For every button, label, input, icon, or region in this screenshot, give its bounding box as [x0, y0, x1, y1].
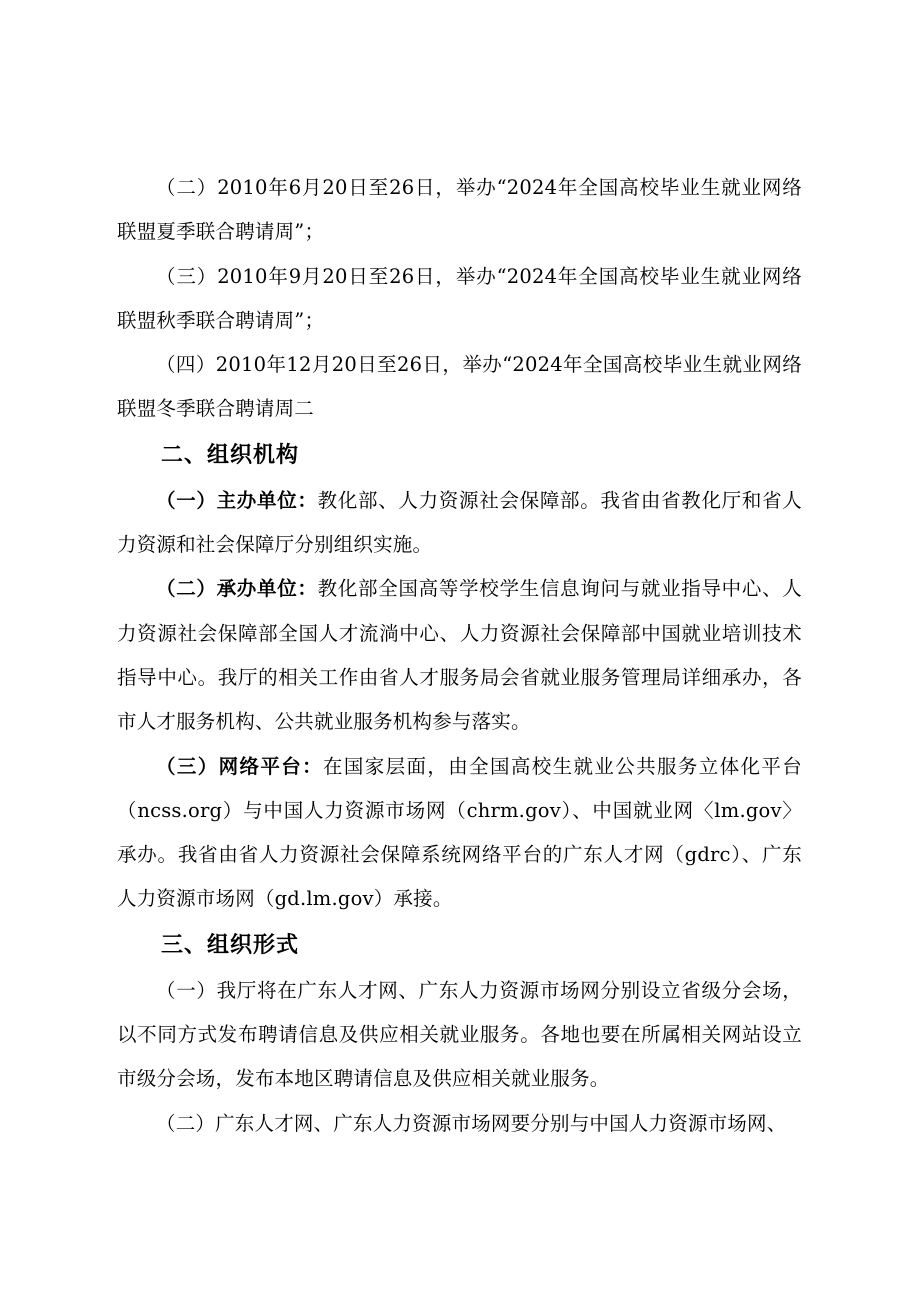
label-network-platform: （三）网络平台：	[156, 754, 324, 778]
paragraph-host-unit	[117, 479, 802, 568]
paragraph-format-2: （二）广东人才网、广东人力资源市场网要分别与中国人力资源市场网、	[156, 1111, 787, 1135]
text-network-platform: 在国家层面，由全国高校生就业公共服务立体化平台（ncss.org）与中国人力资源市场网（chrm.gov）、中国就业网〈lm.gov〉承办。我省由省人力资源社会保障系统网络平台的广东人才网（gdrc）、广东人力资源市场网（gd.lm.gov）承接。	[117, 754, 802, 911]
paragraph-network-platform	[117, 745, 802, 922]
paragraph-format-1: （一）我厅将在广东人才网、广东人力资源市场网分别设立省级分会场，以不同方式发布聘请信息及供应相关就业服务。各地也要在所属相关网站设立市级分会场，发布本地区聘请信息及供应相关就业服务。	[117, 978, 802, 1091]
section-heading-format: 三、组织形式	[161, 932, 300, 958]
paragraph-winter-week: （四）2010年12月20日至26日，举办“2024年全国高校毕业生就业网络联盟冬季联合聘请周二	[117, 353, 802, 421]
paragraph-autumn-week: （三）2010年9月20日至26日，举办“2024年全国高校毕业生就业网络联盟秋季联合聘请周”；	[117, 264, 802, 332]
text-organizer-unit: 教化部全国高等学校学生信息询问与就业指导中心、人力资源社会保障部全国人才流淌中心、人力资源社会保障部中国就业培训技术指导中心。我厅的相关工作由省人才服务局会省就业服务管理局详细承办，各市人才服务机构、公共就业服务机构参与落实。	[117, 577, 802, 734]
paragraph-summer-week: （二）2010年6月20日至26日，举办“2024年全国高校毕业生就业网络联盟夏季联合聘请周”；	[117, 176, 802, 244]
paragraph-organizer-unit	[117, 567, 802, 744]
section-heading-organization: 二、组织机构	[161, 442, 300, 468]
label-organizer-unit: （二）承办单位：	[156, 577, 318, 601]
text-host-unit: 教化部、人力资源社会保障部。我省由省教化厅和省人力资源和社会保障厅分别组织实施。	[117, 488, 802, 557]
label-host-unit: （一）主办单位：	[156, 488, 318, 512]
